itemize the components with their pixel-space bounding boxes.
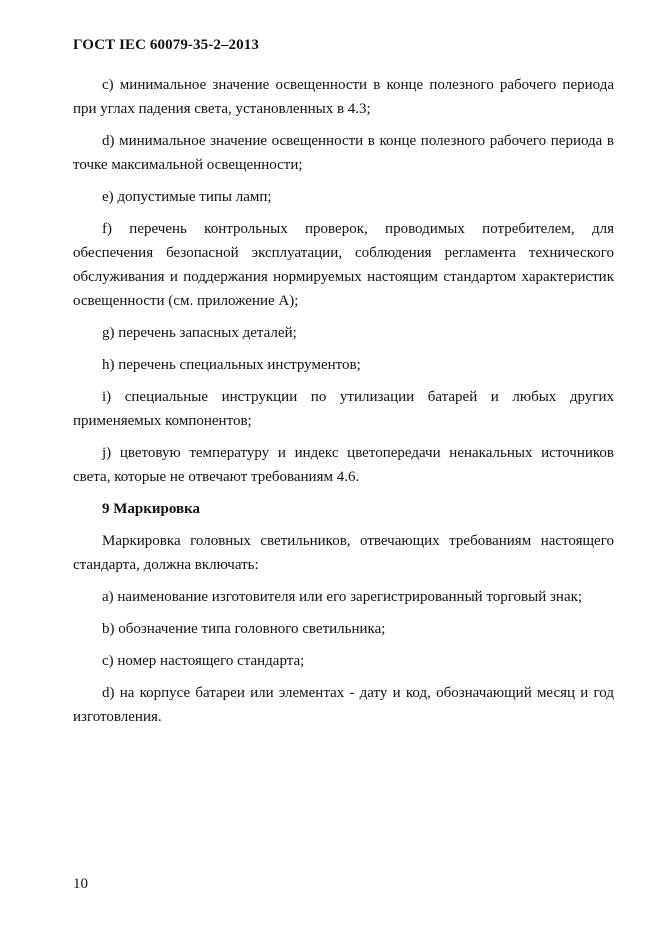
page-number: 10 [73,876,88,892]
marking-item-d: d) на корпусе батареи или элементах - дату и код, обозначающий месяц и год изготовления. [73,685,614,725]
section-heading: 9 Маркировка [102,501,201,517]
list-item-d: d) минимальное значение освещенности в конце полезного рабочего периода в точке максимальной освещенности; [73,133,614,173]
list-item-e: e) допустимые типы ламп; [102,189,272,205]
list-item-c: c) минимальное значение освещенности в конце полезного рабочего периода при углах падения света, установленных в 4.3; [73,77,614,117]
section-intro: Маркировка головных светильников, отвечающих требованиям настоящего стандарта, должна включать: [73,533,614,573]
list-item-h: h) перечень специальных инструментов; [102,357,361,373]
marking-item-c: c) номер настоящего стандарта; [102,653,305,669]
list-item-j: j) цветовую температуру и индекс цветопередачи ненакальных источников света, которые не отвечают требованиям 4.6. [73,445,614,485]
list-item-f: f) перечень контрольных проверок, проводимых потребителем, для обеспечения безопасной эксплуатации, соблюдения регламента технического обслуживания и поддержания нормируемых настоящим стандартом характеристик освещенности (см. приложение А); [73,221,614,309]
marking-item-b: b) обозначение типа головного светильника; [102,621,386,637]
document-body [73,73,614,737]
list-item-g: g) перечень запасных деталей; [102,325,297,341]
list-item-i: i) специальные инструкции по утилизации батарей и любых других применяемых компонентов; [73,389,614,429]
marking-item-a: а) наименование изготовителя или его зарегистрированный торговый знак; [102,589,583,605]
standard-header: ГОСТ IEC 60079-35-2–2013 [73,37,259,53]
